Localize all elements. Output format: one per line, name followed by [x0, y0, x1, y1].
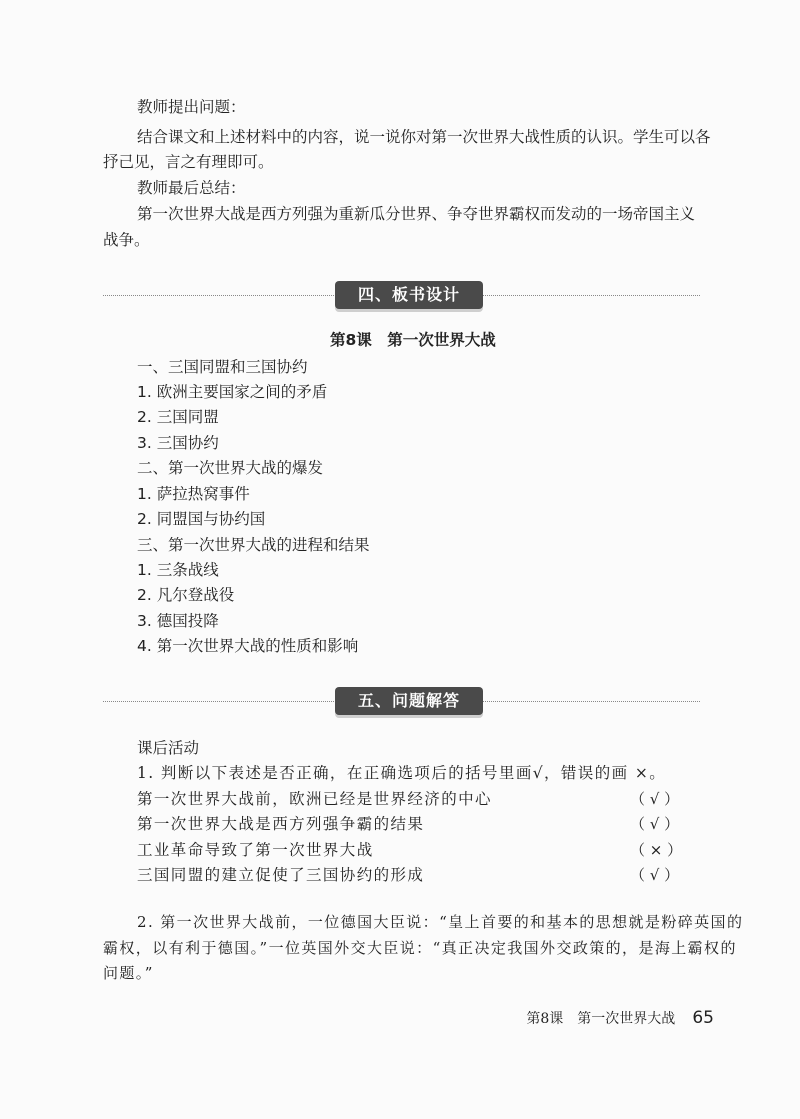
outline-item: 3. 三国协约 — [137, 434, 219, 452]
section-title: 四、板书设计 — [335, 281, 483, 309]
answer-mark: （ √ ） — [630, 815, 680, 833]
outline-item: 4. 第一次世界大战的性质和影响 — [137, 637, 359, 655]
teacher-summary-line2: 战争。 — [103, 231, 150, 249]
outline-item: 2. 凡尔登战役 — [137, 586, 235, 604]
outline-item: 1. 三条战线 — [137, 561, 219, 579]
statement-text: 工业革命导致了第一次世界大战 — [137, 841, 374, 859]
outline-item: 三、第一次世界大战的进程和结果 — [137, 536, 370, 554]
teacher-summary-label: 教师最后总结： — [137, 179, 246, 197]
question-2-line2: 霸权，以有利于德国。”一位英国外交大臣说：“真正决定我国外交政策的，是海上霸权的 — [103, 939, 737, 957]
lesson-title: 第8课 第一次世界大战 — [330, 331, 496, 349]
section-title: 五、问题解答 — [335, 687, 483, 715]
page-footer — [526, 1008, 714, 1028]
outline-item: 1. 欧洲主要国家之间的矛盾 — [137, 383, 328, 401]
question-2-line3: 问题。” — [103, 964, 154, 982]
section-heading-answers — [103, 687, 700, 717]
answer-mark: （ √ ） — [630, 866, 680, 884]
outline-item: 二、第一次世界大战的爆发 — [137, 459, 324, 477]
footer-lesson-title: 第8课 第一次世界大战 — [526, 1011, 676, 1027]
activity-title: 课后活动 — [137, 739, 200, 757]
teacher-question-line1: 结合课文和上述材料中的内容，说一说你对第一次世界大战性质的认识。学生可以各 — [137, 128, 711, 146]
question-2-line1: 2. 第一次世界大战前，一位德国大臣说：“皇上首要的和基本的思想就是粉碎英国的 — [137, 913, 744, 931]
answer-mark: （ √ ） — [630, 790, 680, 808]
section-heading-board-design — [103, 281, 700, 311]
statement-text: 第一次世界大战是西方列强争霸的结果 — [137, 815, 425, 833]
answer-mark: （ × ） — [630, 841, 683, 859]
teacher-question-line2: 抒己见，言之有理即可。 — [103, 153, 274, 171]
page-number: 65 — [692, 1008, 714, 1028]
outline-item: 1. 萨拉热窝事件 — [137, 485, 250, 503]
outline-item: 3. 德国投降 — [137, 612, 219, 630]
statement-text: 三国同盟的建立促使了三国协约的形成 — [137, 866, 425, 884]
statement-text: 第一次世界大战前，欧洲已经是世界经济的中心 — [137, 790, 492, 808]
teacher-question-label: 教师提出问题： — [137, 98, 246, 116]
outline-item: 一、三国同盟和三国协约 — [137, 358, 308, 376]
teacher-summary-line1: 第一次世界大战是西方列强为重新瓜分世界、争夺世界霸权而发动的一场帝国主义 — [137, 205, 696, 223]
question-1: 1. 判断以下表述是否正确，在正确选项后的括号里画√，错误的画 ×。 — [137, 764, 667, 782]
outline-item: 2. 同盟国与协约国 — [137, 510, 266, 528]
outline-item: 2. 三国同盟 — [137, 408, 219, 426]
